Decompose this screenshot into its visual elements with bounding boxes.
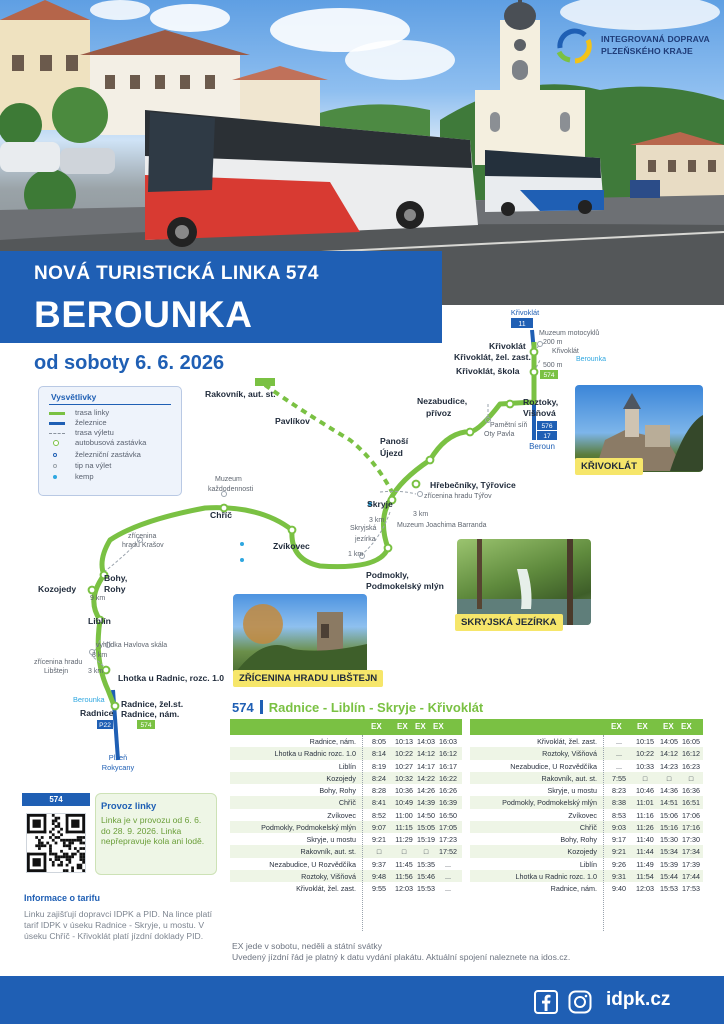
logo-line2: PLZEŇSKÉHO KRAJE xyxy=(601,46,693,56)
departure-time: 9:17 xyxy=(612,835,626,845)
departure-time: 10:22 xyxy=(636,749,654,759)
website-link[interactable]: idpk.cz xyxy=(606,989,671,1010)
idpk-logo-icon xyxy=(555,26,593,64)
stop-hrebecniky: Hřebečníky, Týřovice xyxy=(430,480,516,490)
table-row xyxy=(230,845,462,857)
table-row xyxy=(470,821,703,833)
table-row xyxy=(470,784,703,796)
beroun-label: Beroun xyxy=(529,442,555,451)
footer xyxy=(0,976,724,1024)
idpk-logo xyxy=(555,24,715,70)
instagram-icon[interactable] xyxy=(568,990,592,1014)
departure-time: 17:34 xyxy=(682,847,700,857)
stop-ujezd: Újezd xyxy=(380,448,403,458)
note-ex: EX jede v sobotu, neděli a státní svátky xyxy=(232,941,383,951)
stop-liblin: Liblín xyxy=(88,616,111,626)
departure-time: 7:55 xyxy=(612,773,626,783)
departure-time: 15:34 xyxy=(660,847,678,857)
poi-skryjska2: jezírka xyxy=(355,536,376,543)
stop-name: Roztoky, Višňová xyxy=(301,871,356,881)
departure-time: 15:39 xyxy=(660,859,678,869)
poi-9km: 9 km xyxy=(90,595,106,602)
stop-radnice-nam: Radnice, nám. xyxy=(121,709,180,719)
departure-time: 15:19 xyxy=(417,835,435,845)
stop-kozojedy: Kozojedy xyxy=(38,584,77,594)
departure-time: 10:49 xyxy=(395,798,413,808)
table-row xyxy=(230,760,462,772)
poi-berounka-river: Berounka xyxy=(576,356,606,363)
departure-time: 16:03 xyxy=(439,737,457,746)
photo-libstejn xyxy=(233,594,367,676)
stop-krivoklat: Křivoklát xyxy=(489,341,526,351)
stop-name: Bohy, Rohy xyxy=(319,786,356,796)
departure-time: 9:31 xyxy=(612,871,626,881)
poi-1km: 1 km xyxy=(348,551,364,558)
departure-time: 14:12 xyxy=(660,749,678,759)
table-row xyxy=(470,833,703,845)
departure-time: 16:50 xyxy=(439,810,457,820)
departure-time: 17:30 xyxy=(682,835,700,845)
badge-574-bottom: 574 xyxy=(140,722,152,729)
table-row xyxy=(230,747,462,759)
table-row xyxy=(230,784,462,796)
stop-privoz: přívoz xyxy=(426,408,452,418)
poi-muzeum-kazd2: každodennosti xyxy=(208,486,254,493)
departure-time: 8:23 xyxy=(612,786,626,796)
stop-name: Chříč xyxy=(579,822,597,832)
departure-time: 14:17 xyxy=(417,761,435,771)
stop-name: Rakovník, aut. st. xyxy=(300,847,356,857)
departure-time: 11:45 xyxy=(395,859,413,869)
table-row xyxy=(230,833,462,845)
table-row xyxy=(230,772,462,784)
stop-name: Lhotka u Radnic rozc. 1.0 xyxy=(274,749,356,759)
timetable-left-header: EX EX EX EX xyxy=(230,719,462,735)
logo-line1: INTEGROVANÁ DOPRAVA xyxy=(601,34,710,44)
departure-time: 8:19 xyxy=(372,761,386,771)
stop-name: Nezabudice, U Rozvědčíka xyxy=(269,859,356,869)
departure-time: 16:39 xyxy=(439,798,457,808)
departure-time: 9:03 xyxy=(612,822,626,832)
poi-3km-c: 3 km xyxy=(92,652,108,659)
departure-time: 9:40 xyxy=(612,884,626,894)
departure-time: 16:22 xyxy=(439,773,457,783)
stop-name: Podmokly, Podmokelský mlýn xyxy=(261,822,356,832)
departure-time: □ xyxy=(401,847,407,857)
departure-time: 14:39 xyxy=(417,798,435,808)
table-row xyxy=(470,747,703,759)
stop-name: Podmokly, Podmokelský mlýn xyxy=(502,798,597,808)
badge-17: 17 xyxy=(543,433,551,440)
departure-time: 15:05 xyxy=(417,822,435,832)
badge-11-text: 11 xyxy=(518,321,526,328)
departure-time: 12:03 xyxy=(395,884,413,894)
stop-lhotka: Lhotka u Radnic, rozc. 1.0 xyxy=(118,673,225,683)
departure-time: 8:52 xyxy=(372,810,386,820)
timetable-notes xyxy=(232,941,570,963)
table-row xyxy=(230,882,462,894)
table-row xyxy=(470,845,703,857)
stop-rakovnik: Rakovník, aut. st. xyxy=(205,389,276,399)
table-row xyxy=(470,760,703,772)
departure-time: 10:13 xyxy=(395,737,413,746)
departure-time: 8:24 xyxy=(372,773,386,783)
departure-time: 16:17 xyxy=(439,761,457,771)
departure-time: 16:36 xyxy=(682,786,700,796)
qr-code[interactable] xyxy=(26,813,86,873)
poi-libstejn1: zřícenina hradu xyxy=(34,659,83,666)
departure-time: 14:12 xyxy=(417,749,435,759)
departure-time: 11:40 xyxy=(636,835,654,845)
departure-time: 10:22 xyxy=(395,749,413,759)
timetable-left-body xyxy=(230,735,462,894)
legend-title: Vysvětlivky xyxy=(51,392,97,402)
departure-time: 16:51 xyxy=(682,798,700,808)
caption-libstejn: ZŘÍCENINA HRADU LIBŠTEJN xyxy=(233,670,383,687)
stop-name: Radnice, nám. xyxy=(550,884,597,894)
departure-time: 15:53 xyxy=(417,884,435,894)
ruin-image xyxy=(233,594,367,676)
departure-time: 11:15 xyxy=(395,822,413,832)
stop-name: Liblín xyxy=(579,859,597,869)
poi-muzeum-moto: Muzeum motocyklů xyxy=(539,330,600,337)
table-row xyxy=(470,809,703,821)
stop-chric: Chříč xyxy=(210,510,232,520)
departure-time: 17:16 xyxy=(682,822,700,832)
departure-time: 17:52 xyxy=(439,847,457,857)
departure-time: □ xyxy=(666,773,672,783)
departure-time: 14:03 xyxy=(417,737,435,746)
departure-time: 10:32 xyxy=(395,773,413,783)
map-legend: Vysvětlivky trasa linky železnice trasa výletu autobusová zastávka železniční zastávka tip na výlet kemp xyxy=(38,386,182,496)
departure-time: 11:44 xyxy=(636,847,654,857)
timetable-right-header: EX EX EX EX xyxy=(470,719,703,735)
stop-nezabudice: Nezabudice, xyxy=(417,396,468,406)
departure-time: 14:50 xyxy=(417,810,435,820)
qr-block xyxy=(22,793,90,883)
qr-line-number: 574 xyxy=(22,793,90,806)
poi-3km-d: 3 km xyxy=(88,668,104,675)
table-row xyxy=(230,735,462,747)
departure-time: 11:16 xyxy=(636,810,654,820)
departure-time: 17:23 xyxy=(439,835,457,845)
stop-podmokelsky: Podmokelský mlýn xyxy=(366,581,444,591)
stop-name: Skryje, u mostu xyxy=(547,786,597,796)
departure-time: 17:53 xyxy=(682,884,700,894)
departure-time: ... xyxy=(445,884,451,894)
table-row xyxy=(470,772,703,784)
departure-time: 15:46 xyxy=(417,871,435,881)
table-row xyxy=(230,858,462,870)
departure-time: ... xyxy=(616,737,622,746)
stop-krivoklat-skola: Křivoklát, škola xyxy=(456,366,520,376)
stop-name: Rakovník, aut. st. xyxy=(541,773,597,783)
poi-vyhlidka: vyhlídka Havlova skála xyxy=(96,642,168,649)
poi-pametni2: Oty Pavla xyxy=(484,431,515,438)
timetable-heading xyxy=(232,700,483,715)
poi-libstejn2: Libštejn xyxy=(44,668,69,675)
departure-time: 11:54 xyxy=(636,871,654,881)
stop-panosi: Panoší xyxy=(380,436,409,446)
departure-time: 11:49 xyxy=(636,859,654,869)
departure-time: 17:44 xyxy=(682,871,700,881)
stop-pavlikov: Pavlíkov xyxy=(275,416,310,426)
departure-time: 15:44 xyxy=(660,871,678,881)
poi-tyrov: zřícenina hradu Týřov xyxy=(424,493,492,500)
stop-bohy: Bohy, xyxy=(104,573,128,583)
poi-krivoklat: Křivoklát xyxy=(552,348,579,355)
departure-time: 17:06 xyxy=(682,810,700,820)
timetable-right-body xyxy=(470,735,703,894)
poi-skryjska1: Skryjská xyxy=(350,525,377,532)
bus-second xyxy=(485,150,604,216)
stop-name: Kozojedy xyxy=(567,847,597,857)
departure-time: 14:22 xyxy=(417,773,435,783)
departure-time: ... xyxy=(445,871,451,881)
route-branch-rakovnik xyxy=(265,385,392,492)
departure-time: 17:39 xyxy=(682,859,700,869)
departure-time: ... xyxy=(616,749,622,759)
stop-radnice: Radnice xyxy=(80,708,114,718)
stop-name: Zvíkovec xyxy=(568,810,597,820)
departure-time: 8:28 xyxy=(372,786,386,796)
departure-time: 16:23 xyxy=(682,761,700,771)
stop-visnova: Višňová xyxy=(523,408,556,418)
departure-time: 14:05 xyxy=(660,737,678,746)
departure-time: 8:53 xyxy=(612,810,626,820)
stop-name: Radnice, nám. xyxy=(309,737,356,746)
departure-time: 9:48 xyxy=(372,871,386,881)
stop-name: Skryje, u mostu xyxy=(306,835,356,845)
table-row xyxy=(470,870,703,882)
stop-name: Zvíkovec xyxy=(327,810,356,820)
poi-muzeum-kazd1: Muzeum xyxy=(215,476,242,483)
poi-3km-a: 3 km xyxy=(369,517,385,524)
poi-pametni1: Pamětní síň xyxy=(490,422,528,429)
departure-time: 14:51 xyxy=(660,798,678,808)
departure-time: 14:36 xyxy=(660,786,678,796)
caption-skryjska: SKRYJSKÁ JEZÍRKA xyxy=(455,614,563,631)
badge-p22: P22 xyxy=(99,722,111,729)
departure-time: 10:27 xyxy=(395,761,413,771)
departure-time: 15:30 xyxy=(660,835,678,845)
departure-time: 10:15 xyxy=(636,737,654,746)
departure-time: 11:00 xyxy=(395,810,413,820)
stop-krivoklat-zel: Křivoklát, žel. zast. xyxy=(454,352,531,362)
departure-time: 15:16 xyxy=(660,822,678,832)
stop-name: Bohy, Rohy xyxy=(560,835,597,845)
departure-time: 9:21 xyxy=(372,835,386,845)
table-row xyxy=(470,858,703,870)
departure-time: 11:01 xyxy=(636,798,654,808)
stop-name: Křivoklát, žel. zast. xyxy=(296,884,356,894)
note-validity: Uvedený jízdní řád je platný k datu vydání plakátu. Aktuální spojení naleznete na idos.cz. xyxy=(232,952,571,962)
departure-time: ... xyxy=(445,859,451,869)
departure-time: 14:23 xyxy=(660,761,678,771)
departure-time: 8:14 xyxy=(372,749,386,759)
table-row xyxy=(230,870,462,882)
departure-time: 17:05 xyxy=(439,822,457,832)
start-date: od soboty 6. 6. 2026 xyxy=(34,352,225,374)
departure-time: 8:05 xyxy=(372,737,386,746)
stop-name: Liblín xyxy=(338,761,356,771)
facebook-icon[interactable] xyxy=(534,990,558,1014)
table-row xyxy=(230,809,462,821)
stop-name: Roztoky, Višňová xyxy=(542,749,597,759)
departure-time: 14:26 xyxy=(417,786,435,796)
departure-time: 16:12 xyxy=(439,749,457,759)
title-subheading: NOVÁ TURISTICKÁ LINKA 574 xyxy=(34,263,319,284)
poi-500m: 500 m xyxy=(543,362,563,369)
rakovnik-marker xyxy=(255,378,275,386)
departure-time: 15:35 xyxy=(417,859,435,869)
departure-time: 12:03 xyxy=(636,884,654,894)
stop-name: Chříč xyxy=(338,798,356,808)
line-route: Radnice - Liblín - Skryje - Křivoklát xyxy=(268,700,484,715)
departure-time: 10:33 xyxy=(636,761,654,771)
stop-roztoky: Roztoky, xyxy=(523,397,559,407)
poi-3km-b: 3 km xyxy=(413,511,429,518)
table-row xyxy=(230,796,462,808)
departure-time: 10:36 xyxy=(395,786,413,796)
departure-time: □ xyxy=(642,773,648,783)
table-row xyxy=(230,821,462,833)
page-title: BEROUNKA xyxy=(34,294,253,335)
badge-576: 576 xyxy=(541,423,553,430)
poi-krasov1: zřícenina xyxy=(128,533,157,540)
departure-time: □ xyxy=(688,773,694,783)
poi-krasov2: hradu Krašov xyxy=(122,542,164,549)
departure-time: 10:46 xyxy=(636,786,654,796)
badge-574-top: 574 xyxy=(543,372,555,379)
departure-time: 9:37 xyxy=(372,859,386,869)
departure-time: 8:38 xyxy=(612,798,626,808)
tent-icon xyxy=(53,475,57,479)
line-number: 574 xyxy=(232,700,254,715)
departure-time: 9:55 xyxy=(372,884,386,894)
departure-time: 16:26 xyxy=(439,786,457,796)
tariff-heading: Informace o tarifu xyxy=(24,893,101,903)
departure-time: 16:05 xyxy=(682,737,700,746)
poi-rokycany: Rokycany xyxy=(101,763,135,772)
departure-time: □ xyxy=(423,847,429,857)
departure-time: □ xyxy=(376,847,382,857)
stop-name: Kozojedy xyxy=(326,773,356,783)
poi-200m: 200 m xyxy=(543,339,563,346)
departure-time: 9:07 xyxy=(372,822,386,832)
departure-time: 15:06 xyxy=(660,810,678,820)
logo-text xyxy=(601,33,710,57)
waterfall-image xyxy=(457,539,591,625)
departure-time: 16:12 xyxy=(682,749,700,759)
timetable-right xyxy=(470,719,703,931)
departure-time: 15:53 xyxy=(660,884,678,894)
departure-time: 9:21 xyxy=(612,847,626,857)
stop-name: Křivoklát, žel. zast. xyxy=(537,737,597,746)
tariff-text: Linku zajišťují dopravci IDPK a PID. Na lince platí tarif IDPK v úseku Radnice - Skryje, u mostu. V úseku Chříč - Křivoklát platí jízdní doklady PID. xyxy=(24,909,213,941)
poi-berounka-left: Berounka xyxy=(73,695,105,704)
stop-name: Nezabudice, U Rozvědčíka xyxy=(510,761,597,771)
departure-time: 11:29 xyxy=(395,835,413,845)
departure-time: ... xyxy=(616,761,622,771)
departure-time: 9:26 xyxy=(612,859,626,869)
poi-plzen: Plzeň xyxy=(108,753,128,762)
departure-time: 8:41 xyxy=(372,798,386,808)
stop-name: Lhotka u Radnic rozc. 1.0 xyxy=(515,871,597,881)
table-row xyxy=(470,796,703,808)
table-row xyxy=(470,735,703,747)
table-row xyxy=(470,882,703,894)
stop-skryje: Skryje xyxy=(367,499,393,509)
departure-time: 11:56 xyxy=(395,871,413,881)
operation-info xyxy=(95,793,217,875)
caption-krivoklat: KŘIVOKLÁT xyxy=(575,458,643,475)
photo-skryjska xyxy=(457,539,591,625)
poi-barrande: Muzeum Joachima Barranda xyxy=(397,522,487,529)
stop-zvikovec: Zvíkovec xyxy=(273,541,310,551)
stop-rohy: Rohy xyxy=(104,584,126,594)
departure-time: 11:26 xyxy=(636,822,654,832)
stop-radnice-zel: Radnice, žel.st. xyxy=(121,699,184,709)
timetable-left xyxy=(230,719,462,931)
stop-podmokly: Podmokly, xyxy=(366,570,409,580)
operation-text: Linka je v provozu od 6. 6. do 28. 9. 2026. Linka nepřepravuje kola ani lodě. xyxy=(101,815,205,847)
operation-heading: Provoz linky xyxy=(101,800,157,811)
krivoklat-top: Křivoklát xyxy=(510,308,540,317)
